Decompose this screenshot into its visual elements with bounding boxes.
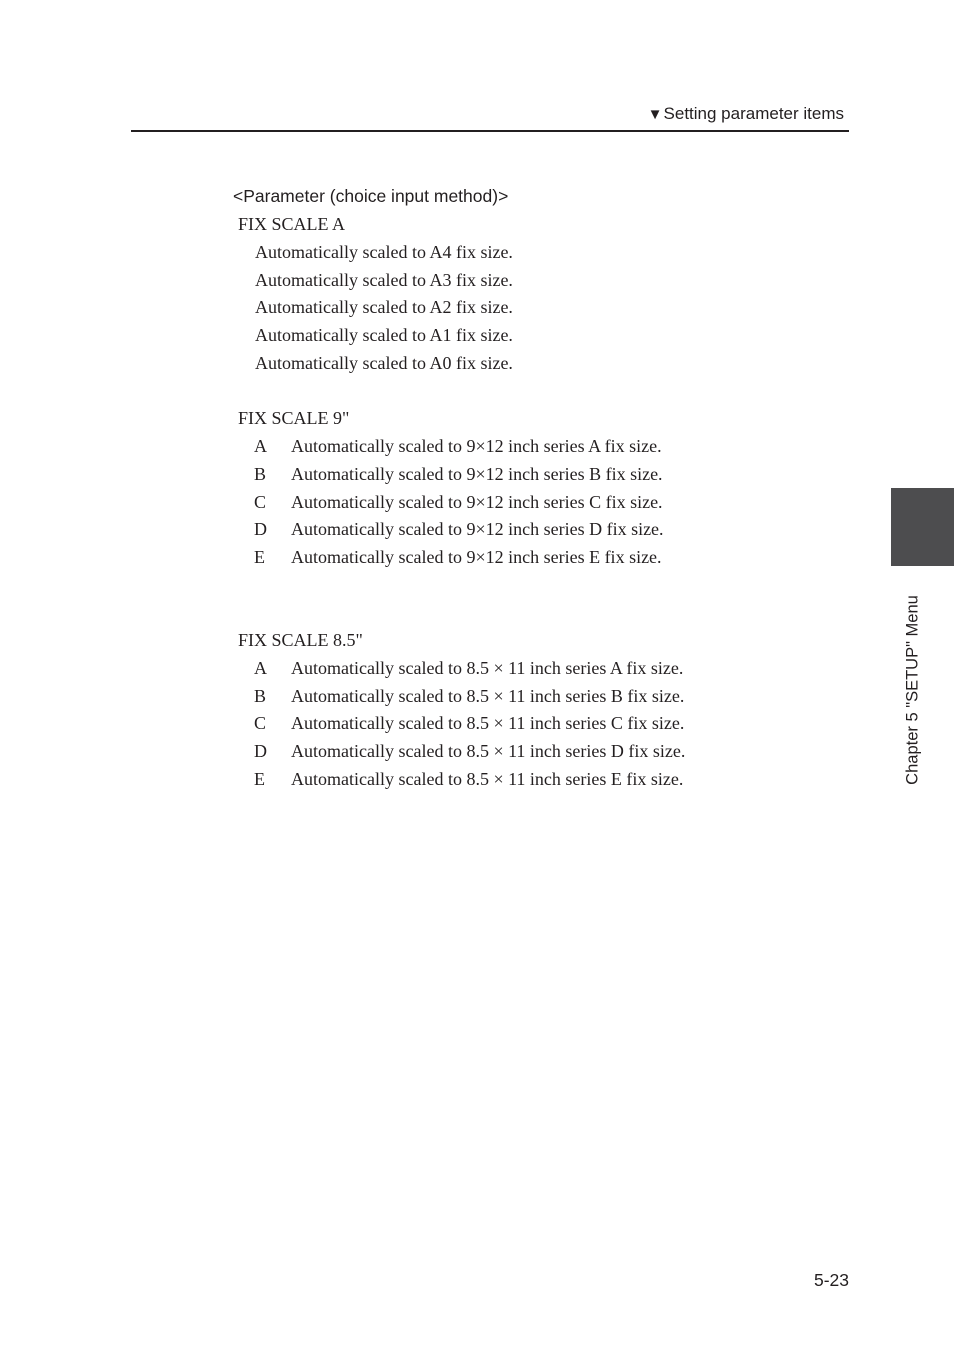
item-letter: E — [254, 769, 265, 789]
fix-scale-a-item: Automatically scaled to A4 fix size. — [255, 242, 513, 262]
fix-scale-85-item — [254, 741, 685, 762]
chapter-tab — [891, 488, 954, 566]
item-text: Automatically scaled to 8.5 × 11 inch series D fix size. — [291, 741, 686, 761]
running-header — [648, 104, 844, 124]
running-header-text: Setting parameter items — [663, 104, 844, 123]
fix-scale-85-item — [254, 713, 684, 734]
item-letter: D — [254, 741, 267, 761]
item-text: Automatically scaled to 8.5 × 11 inch series C fix size. — [291, 713, 685, 733]
fix-scale-9-title: FIX SCALE 9" — [238, 408, 350, 428]
fix-scale-85-title: FIX SCALE 8.5" — [238, 630, 363, 650]
down-triangle-icon: ▼ — [647, 106, 663, 123]
item-text: Automatically scaled to 9×12 inch series D fix size. — [291, 519, 664, 539]
fix-scale-9-item — [254, 464, 663, 485]
fix-scale-85-item — [254, 658, 683, 679]
item-letter: A — [254, 436, 267, 456]
header-rule — [131, 130, 849, 132]
fix-scale-a-title: FIX SCALE A — [238, 214, 346, 234]
item-letter: E — [254, 547, 265, 567]
item-letter: B — [254, 464, 267, 484]
item-text: Automatically scaled to 8.5 × 11 inch series A fix size. — [291, 658, 684, 678]
fix-scale-a-item: Automatically scaled to A2 fix size. — [255, 297, 513, 317]
page-number: 5-23 — [813, 1270, 849, 1290]
item-text: Automatically scaled to 9×12 inch series E fix size. — [291, 547, 662, 567]
item-text: Automatically scaled to 8.5 × 11 inch series E fix size. — [291, 769, 684, 789]
fix-scale-a-item: Automatically scaled to A1 fix size. — [255, 325, 513, 345]
fix-scale-9-item — [254, 436, 662, 457]
item-letter: D — [254, 519, 267, 539]
item-text: Automatically scaled to 8.5 × 11 inch series B fix size. — [291, 686, 685, 706]
fix-scale-9-item — [254, 492, 663, 513]
chapter-label: Chapter 5 "SETUP" Menu — [903, 595, 922, 785]
section-heading: <Parameter (choice input method)> — [233, 186, 509, 206]
item-letter: B — [254, 686, 267, 706]
fix-scale-9-item — [254, 519, 664, 540]
fix-scale-85-item — [254, 686, 684, 707]
fix-scale-85-item — [254, 769, 683, 790]
item-text: Automatically scaled to 9×12 inch series B fix size. — [291, 464, 663, 484]
item-letter: C — [254, 713, 267, 733]
item-letter: A — [254, 658, 267, 678]
item-text: Automatically scaled to 9×12 inch series A fix size. — [291, 436, 662, 456]
fix-scale-9-item — [254, 547, 662, 568]
fix-scale-a-item: Automatically scaled to A0 fix size. — [255, 353, 513, 373]
item-text: Automatically scaled to 9×12 inch series C fix size. — [291, 492, 663, 512]
item-letter: C — [254, 492, 267, 512]
fix-scale-a-item: Automatically scaled to A3 fix size. — [255, 270, 513, 290]
